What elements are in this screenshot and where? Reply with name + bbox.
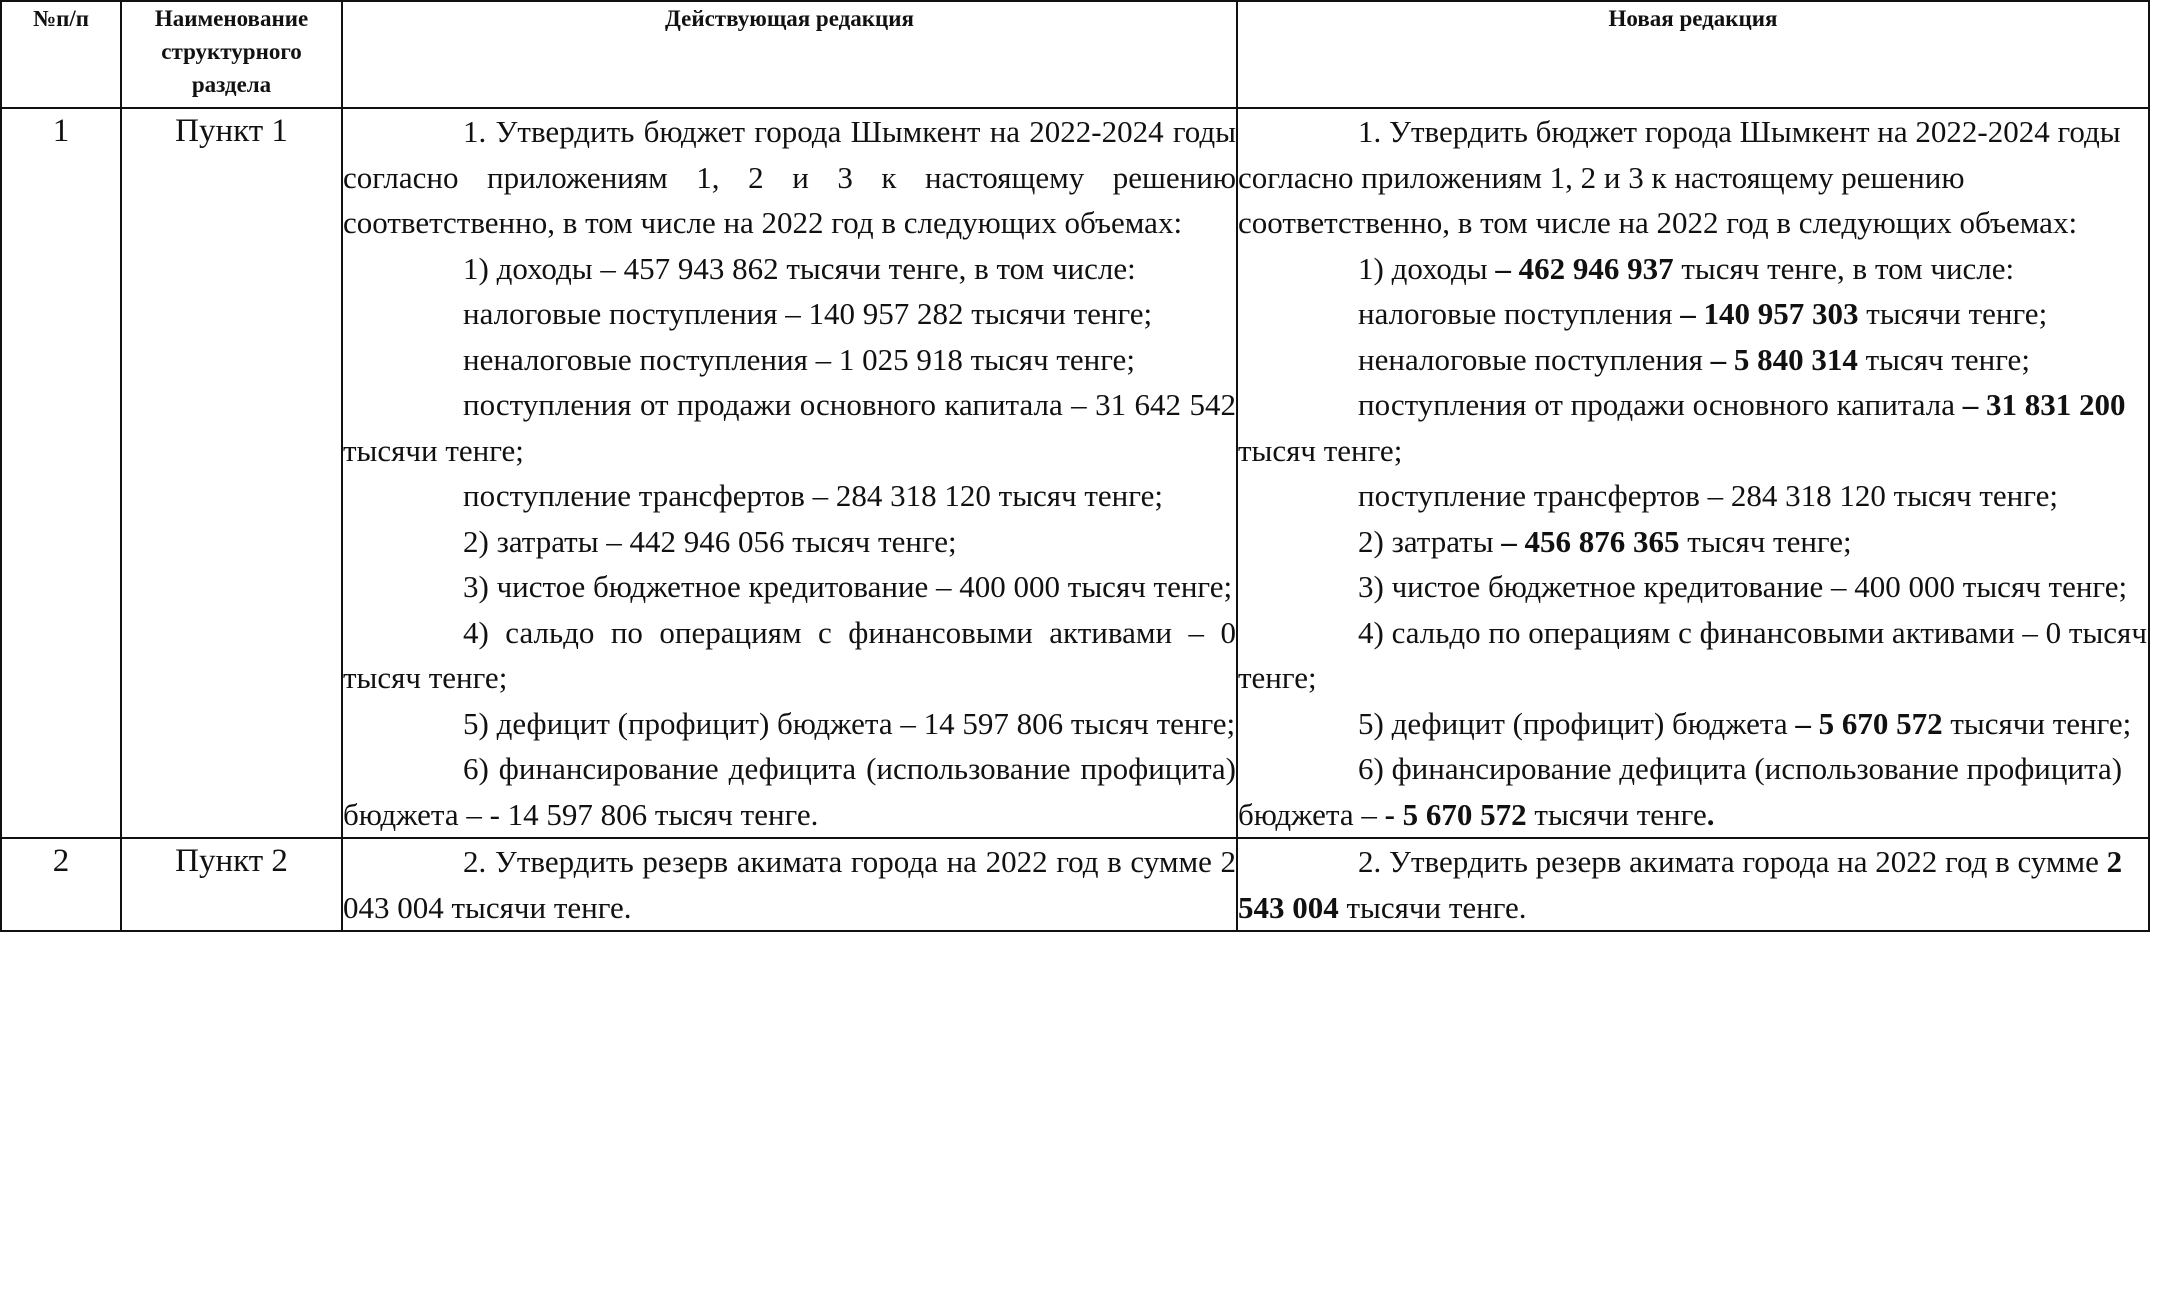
paragraph: поступление трансфертов – 284 318 120 тысяч тенге; — [463, 478, 1163, 513]
header-row — [1, 1, 2149, 108]
paragraph: неналоговые поступления – 1 025 918 тысяч тенге; — [463, 341, 1135, 377]
paragraph: 2) затраты – 442 946 056 тысяч тенге; — [463, 523, 957, 559]
current-text — [342, 838, 1237, 931]
paragraph: налоговые поступления – 140 957 303 тысячи тенге; — [1358, 296, 2048, 331]
header-no: №п/п — [1, 1, 121, 108]
paragraph: налоговые поступления – 140 957 282 тысячи тенге; — [463, 296, 1153, 331]
row-number: 1 — [1, 108, 121, 838]
paragraph: поступления от продажи основного капитала – 31 642 542 тысячи тенге; — [343, 387, 1236, 468]
paragraph: 5) дефицит (профицит) бюджета – 5 670 572 тысячи тенге; — [1358, 705, 2132, 741]
paragraph: 1. Утвердить бюджет города Шымкент на 2022-2024 годы согласно приложениям 1, 2 и 3 к настоящему решению соответственно, в том числе на 2022 год в следующих объемах: — [343, 114, 1236, 240]
paragraph: 1) доходы – 462 946 937 тысяч тенге, в том числе: — [1358, 250, 2015, 286]
page-edge — [2150, 0, 2160, 1316]
new-text — [1237, 838, 2149, 931]
new-text — [1237, 108, 2149, 838]
current-text — [342, 108, 1237, 838]
paragraph: 1. Утвердить бюджет города Шымкент на 2022-2024 годы согласно приложениям 1, 2 и 3 к настоящему решению соответственно, в том числе на 2022 год в следующих объемах: — [1238, 114, 2121, 240]
paragraph: 6) финансирование дефицита (использование профицита) бюджета – - 14 597 806 тысяч тенге. — [343, 751, 1236, 832]
header-current: Действующая редакция — [342, 1, 1237, 108]
paragraph: 2. Утвердить резерв акимата города на 2022 год в сумме 2 543 004 тысячи тенге. — [1238, 844, 2123, 925]
paragraph: 4) сальдо по операциям с финансовыми активами – 0 тысяч тенге; — [1238, 614, 2147, 695]
header-new: Новая редакция — [1237, 1, 2149, 108]
paragraph: 2. Утвердить резерв акимата города на 2022 год в сумме 2 043 004 тысячи тенге. — [343, 844, 1236, 925]
table-row — [1, 108, 2149, 838]
paragraph: 6) финансирование дефицита (использование профицита) бюджета – - 5 670 572 тысячи тенге. — [1238, 751, 2123, 832]
paragraph: 4) сальдо по операциям с финансовыми активами – 0 тысяч тенге; — [343, 614, 1236, 695]
paragraph: 3) чистое бюджетное кредитование – 400 000 тысяч тенге; — [1358, 569, 2128, 604]
paragraph: поступления от продажи основного капитала – 31 831 200 тысяч тенге; — [1238, 387, 2126, 468]
paragraph: 3) чистое бюджетное кредитование – 400 000 тысяч тенге; — [463, 569, 1233, 604]
header-section: Наименование структурного раздела — [121, 1, 342, 108]
paragraph: 1) доходы – 457 943 862 тысячи тенге, в том числе: — [463, 250, 1136, 286]
section-name: Пункт 1 — [121, 108, 342, 838]
paragraph: 2) затраты – 456 876 365 тысяч тенге; — [1358, 523, 1852, 559]
table-row — [1, 838, 2149, 931]
paragraph: поступление трансфертов – 284 318 120 тысяч тенге; — [1358, 478, 2058, 513]
paragraph: 5) дефицит (профицит) бюджета – 14 597 806 тысяч тенге; — [463, 705, 1236, 741]
row-number: 2 — [1, 838, 121, 931]
paragraph: неналоговые поступления – 5 840 314 тысяч тенге; — [1358, 341, 2030, 377]
section-name: Пункт 2 — [121, 838, 342, 931]
